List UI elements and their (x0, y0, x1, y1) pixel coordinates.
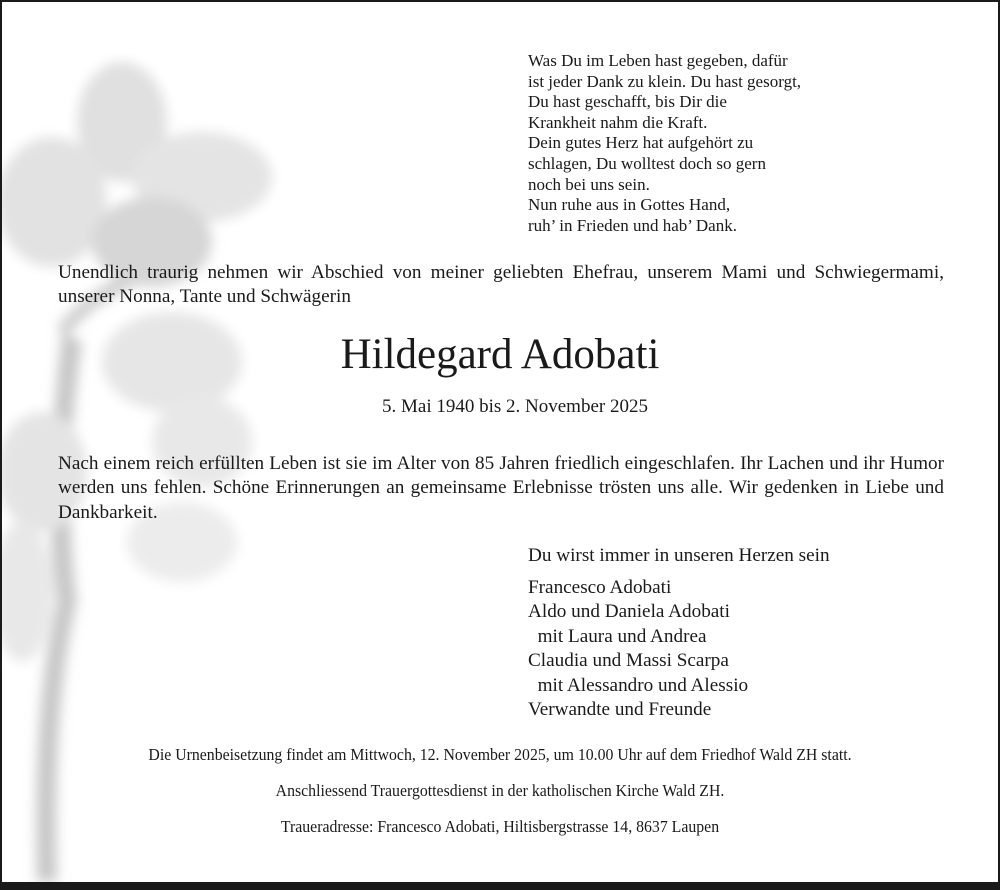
family-member: Verwandte und Freunde (528, 699, 712, 721)
life-dates: 5. Mai 1940 bis 2. November 2025 (382, 396, 648, 417)
poem-line: ist jeder Dank zu klein. Du hast gesorgt, (528, 71, 802, 91)
mourning-address: Traueradresse: Francesco Adobati, Hiltisbergstrasse 14, 8637 Laupen (280, 817, 720, 836)
family-member: Aldo und Daniela Adobati (528, 601, 730, 623)
family-list (528, 576, 748, 722)
poem-line: noch bei uns sein. (528, 174, 650, 194)
poem (528, 51, 801, 236)
intro-paragraph: Unendlich traurig nehmen wir Abschied von meiner geliebten Ehefrau, unserem Mami und Schwiegermami, unserer Nonna, Tante und Schwägerin (58, 262, 944, 308)
family-member: mit Alessandro und Alessio (528, 674, 749, 696)
signoff: Du wirst immer in unseren Herzen sein (528, 545, 830, 566)
body-paragraph: Nach einem reich erfüllten Leben ist sie im Alter von 85 Jahren friedlich eingeschlafen. Ihr Lachen und ihr Humor werden uns fehlen. Schöne Erinnerungen an gemeinsame Erlebnisse trösten uns alle. Wir gedenken in Liebe und Dankbarkeit. (58, 453, 944, 523)
family-member: Francesco Adobati (528, 577, 672, 598)
service-info: Anschliessend Trauergottesdienst in der katholischen Kirche Wald ZH. (275, 781, 725, 800)
poem-line: schlagen, Du wolltest doch so gern (528, 153, 766, 173)
poem-line: Dein gutes Herz hat aufgehört zu (528, 133, 754, 153)
poem-line: Krankheit nahm die Kraft. (528, 112, 708, 132)
deceased-name: Hildegard Adobati (340, 331, 660, 378)
poem-line: Nun ruhe aus in Gottes Hand, (528, 195, 731, 215)
poem-line: Du hast geschafft, bis Dir die (528, 92, 727, 112)
burial-info: Die Urnenbeisetzung findet am Mittwoch, 12. November 2025, um 10.00 Uhr auf dem Friedhof Wald ZH statt. (148, 745, 852, 764)
family-member: Claudia und Massi Scarpa (528, 650, 729, 672)
poem-line: Was Du im Leben hast gegeben, dafür (528, 51, 788, 70)
notice-sheet (2, 2, 998, 882)
poem-line: ruh’ in Frieden und hab’ Dank. (528, 215, 737, 235)
family-member: mit Laura und Andrea (528, 625, 707, 647)
